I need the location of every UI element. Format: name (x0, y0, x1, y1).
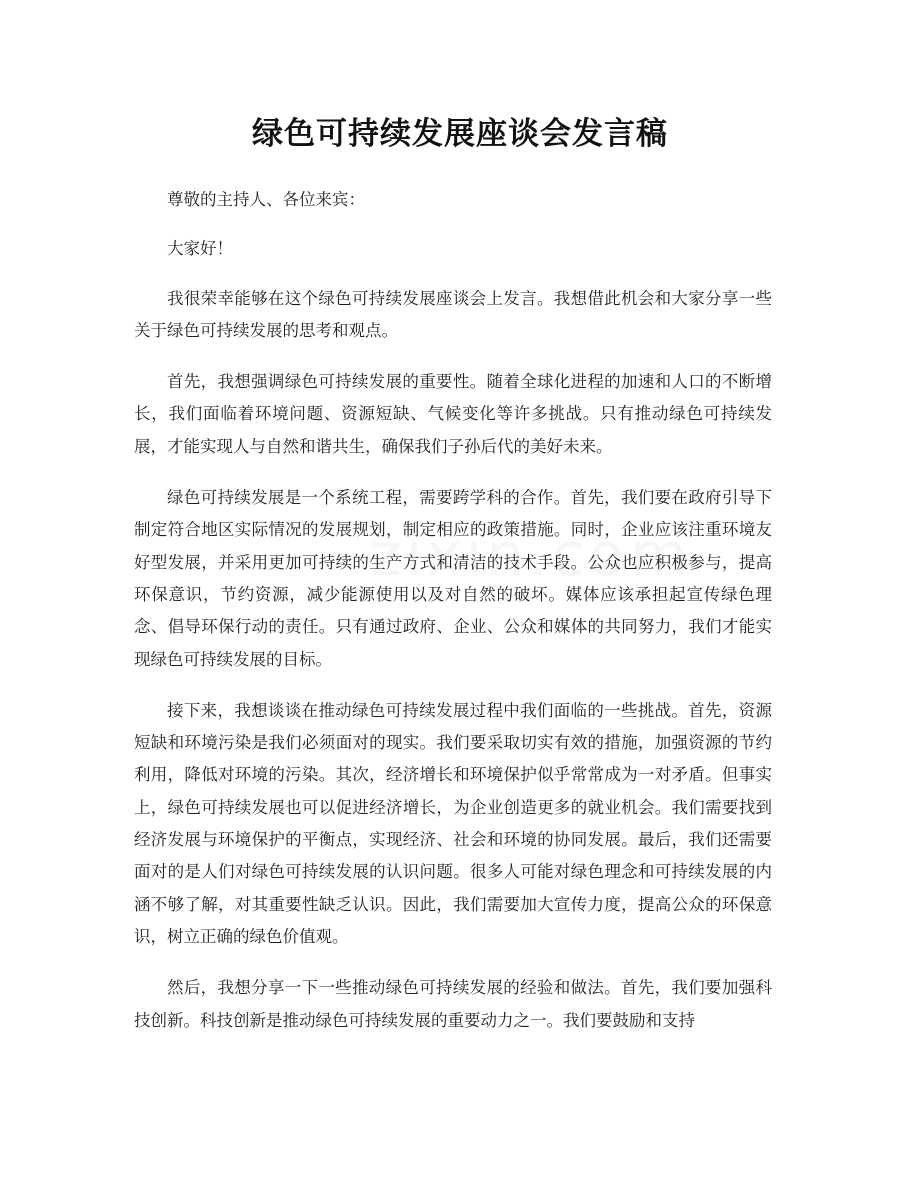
paragraph-intro: 我很荣幸能够在这个绿色可持续发展座谈会上发言。我想借此机会和大家分享一些关于绿色可持续发展的思考和观点。 (134, 288, 772, 340)
greeting: 大家好！ (167, 239, 233, 259)
paragraph-importance: 首先，我想强调绿色可持续发展的重要性。随着全球化进程的加速和人口的不断增长，我们面临着环境问题、资源短缺、气候变化等许多挑战。只有推动绿色可持续发展，才能实现人与自然和谐共生，确保我们子孙后代的美好未来。 (134, 372, 772, 456)
document-body (134, 184, 772, 1056)
paragraph-system-engineering: 绿色可持续发展是一个系统工程，需要跨学科的合作。首先，我们要在政府引导下制定符合地区实际情况的发展规划，制定相应的政策措施。同时，企业应该注重环境友好型发展，并采用更加可持续的生产方式和清洁的技术手段。公众也应积极参与，提高环保意识，节约资源，减少能源使用以及对自然的破坏。媒体应该承担起宣传绿色理念、倡导环保行动的责任。只有通过政府、企业、公众和媒体的共同努力，我们才能实现绿色可持续发展的目标。 (134, 488, 772, 669)
document-title: 绿色可持续发展座谈会发言稿 (252, 116, 668, 152)
paragraph-experience: 然后，我想分享一下一些推动绿色可持续发展的经验和做法。首先，我们要加强科技创新。科技创新是推动绿色可持续发展的重要动力之一。我们要鼓励和支持 (134, 978, 772, 1030)
salutation: 尊敬的主持人、各位来宾： (167, 190, 365, 209)
paragraph-challenges: 接下来，我想谈谈在推动绿色可持续发展过程中我们面临的一些挑战。首先，资源短缺和环境污染是我们必须面对的现实。我们要采取切实有效的措施，加强资源的节约利用，降低对环境的污染。其次，经济增长和环境保护似乎常常成为一对矛盾。但事实上，绿色可持续发展也可以促进经济增长，为企业创造更多的就业机会。我们需要找到经济发展与环境保护的平衡点，实现经济、社会和环境的协同发展。最后，我们还需要面对的是人们对绿色可持续发展的认识问题。很多人可能对绿色理念和可持续发展的内涵不够了解，对其重要性缺乏认识。因此，我们需要加大宣传力度，提高公众的环保意识，树立正确的绿色价值观。 (134, 700, 772, 946)
